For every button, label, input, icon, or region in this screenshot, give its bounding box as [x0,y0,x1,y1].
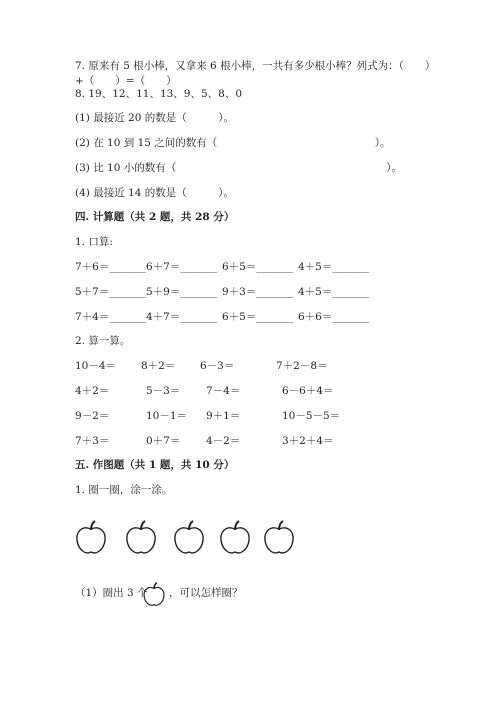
calc-item: 6－6＋4＝ [282,385,334,397]
oral-item: 4＋5＝_______ [298,286,370,298]
apple-icon [172,518,206,556]
oral-item: 5＋9＝_______ [146,286,218,298]
calc-item: 10－1＝ [146,410,188,422]
calc-item: 6－3＝ [200,360,235,372]
q8-sequence: 8. 19、12、11、13、9、5、8、0 [75,88,243,100]
section4-q2-label: 2. 算一算。 [75,335,131,347]
section5-q1-label: 1. 圈一圈，涂一涂。 [75,484,173,496]
calc-item: 7－4＝ [206,385,241,397]
calc-item: 9－2＝ [75,410,110,422]
calc-item: 7＋2－8＝ [276,360,328,372]
apple-icon [218,518,252,556]
section5-sub1-after: ，可以怎样圈？ [169,587,243,599]
oral-item: 5＋7＝_______ [75,286,147,298]
section5-title: 五. 作图题（共 1 题，共 10 分） [75,459,235,471]
oral-item: 6＋6＝_______ [298,311,370,323]
section4-q1-label: 1. 口算: [75,236,113,248]
apple-icon [124,518,158,556]
apple-icon [74,518,108,556]
calc-item: 10－5－5＝ [282,410,341,422]
oral-item: 9＋3＝_______ [222,286,294,298]
q8-sub1: (1) 最接近 20 的数是（ ）。 [75,112,234,124]
q8-sub3: (3) 比 10 小的数有（ ）。 [75,162,402,174]
calc-item: 8＋2＝ [141,360,176,372]
apple-icon [262,518,296,556]
q8-sub2: (2) 在 10 到 15 之间的数有（ ）。 [75,137,391,149]
calc-item: 3＋2＋4＝ [282,435,334,447]
oral-item: 7＋4＝_______ [75,311,147,323]
q8-sub4: (4) 最接近 14 的数是（ ）。 [75,187,234,199]
calc-item: 0＋7＝ [146,435,181,447]
oral-item: 6＋7＝_______ [146,261,218,273]
calc-item: 7＋3＝ [75,435,110,447]
q7-line1: 7. 原来有 5 根小棒，又拿来 6 根小棒，一共有多少根小棒？列式为：（ ） [75,60,436,72]
oral-item: 4＋5＝_______ [298,261,370,273]
section4-title: 四. 计算题（共 2 题，共 28 分） [75,211,235,223]
apple-icon [142,580,166,608]
calc-item: 4－2＝ [206,435,241,447]
oral-item: 7＋6＝_______ [75,261,147,273]
oral-item: 6＋5＝_______ [222,261,294,273]
calc-item: 5－3＝ [146,385,181,397]
oral-item: 4＋7＝_______ [146,311,218,323]
calc-item: 10－4＝ [75,360,117,372]
section5-sub1-before: （1）圈出 3 个 [75,587,148,599]
calc-item: 9＋1＝ [206,410,241,422]
calc-item: 4＋2＝ [75,385,110,397]
oral-item: 6＋5＝_______ [222,311,294,323]
q7-line2: +（ ）=（ ） [75,75,177,87]
